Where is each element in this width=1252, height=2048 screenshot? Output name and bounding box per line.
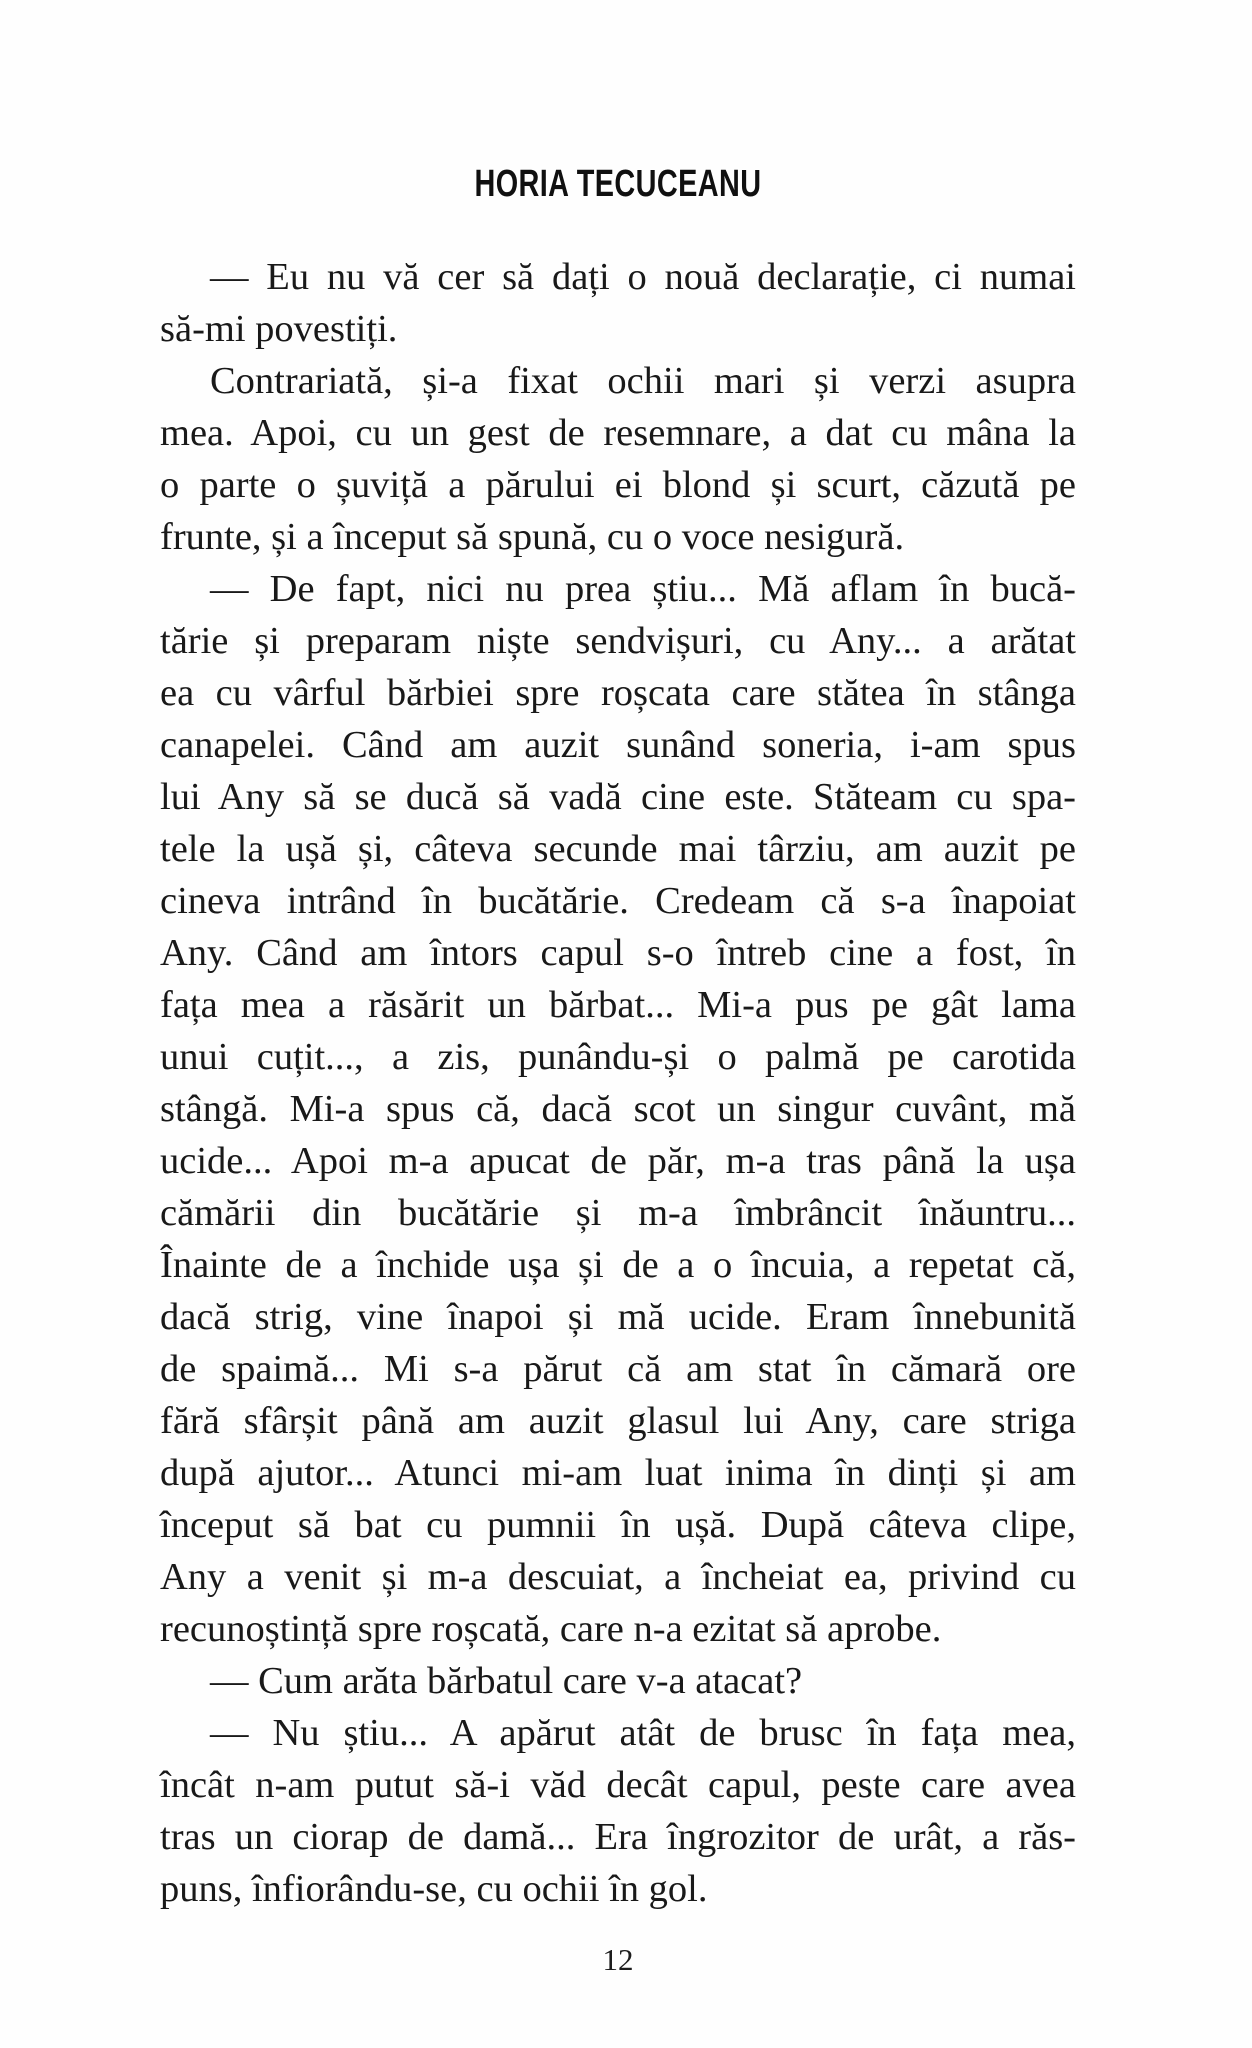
text-line: fața mea a răsărit un bărbat... Mi-a pus pe gât lama [160,984,1076,1026]
running-head [160,163,1076,205]
text-line: tărie și preparam niște sendvișuri, cu Any... a arătat [160,620,1076,662]
text-line: — De fapt, nici nu prea știu... Mă aflam în bucă- [210,568,1076,610]
text-line: — Eu nu vă cer să dați o nouă declarație, ci numai [210,256,1076,298]
author-name: HORIA TECUCEANU [474,162,762,205]
text-line: de spaimă... Mi s-a părut că am stat în cămară ore [160,1348,1076,1390]
text-line: o parte o șuviță a părului ei blond și scurt, căzută pe [160,464,1076,506]
text-line: tras un ciorap de damă... Era îngrozitor de urât, a răs- [160,1816,1076,1858]
text-line: început să bat cu pumnii în ușă. După câteva clipe, [160,1504,1076,1546]
text-line: cămării din bucătărie și m-a îmbrâncit înăuntru... [160,1192,1076,1234]
body-text [160,251,1076,1915]
text-line: tele la ușă și, câteva secunde mai târziu, am auzit pe [160,828,1076,870]
text-line: cineva intrând în bucătărie. Credeam că s-a înapoiat [160,880,1076,922]
text-line: să-mi povestiți. [160,308,398,350]
text-line: puns, înfiorându-se, cu ochii în gol. [160,1868,708,1910]
text-line: Înainte de a închide ușa și de a o încuia, a repetat că, [160,1244,1076,1286]
text-line: canapelei. Când am auzit sunând soneria, i-am spus [160,724,1076,766]
text-line: mea. Apoi, cu un gest de resemnare, a dat cu mâna la [160,412,1076,454]
text-line: Any. Când am întors capul s-o întreb cine a fost, în [160,932,1076,974]
text-line: ucide... Apoi m-a apucat de păr, m-a tras până la ușa [160,1140,1076,1182]
text-line: dacă strig, vine înapoi și mă ucide. Eram înnebunită [160,1296,1076,1338]
text-line: Any a venit și m-a descuiat, a încheiat ea, privind cu [160,1556,1076,1598]
text-line: fără sfârșit până am auzit glasul lui Any, care striga [160,1400,1076,1442]
page-number: 12 [602,1942,634,1977]
text-line: unui cuțit..., a zis, punându-și o palmă pe carotida [160,1036,1076,1078]
text-line: după ajutor... Atunci mi-am luat inima în dinți și am [160,1452,1076,1494]
text-line: Contrariată, și-a fixat ochii mari și verzi asupra [210,360,1076,402]
text-line: încât n-am putut să-i văd decât capul, peste care avea [160,1764,1076,1806]
text-line: — Nu știu... A apărut atât de brusc în fața mea, [210,1712,1076,1754]
text-line: — Cum arăta bărbatul care v-a atacat? [210,1660,803,1702]
text-line: stângă. Mi-a spus că, dacă scot un singur cuvânt, mă [160,1088,1076,1130]
text-line: ea cu vârful bărbiei spre roșcata care stătea în stânga [160,672,1076,714]
text-line: recunoștință spre roșcată, care n-a ezitat să aprobe. [160,1608,942,1650]
text-line: frunte, și a început să spună, cu o voce nesigură. [160,516,905,558]
text-line: lui Any să se ducă să vadă cine este. Stăteam cu spa- [160,776,1076,818]
